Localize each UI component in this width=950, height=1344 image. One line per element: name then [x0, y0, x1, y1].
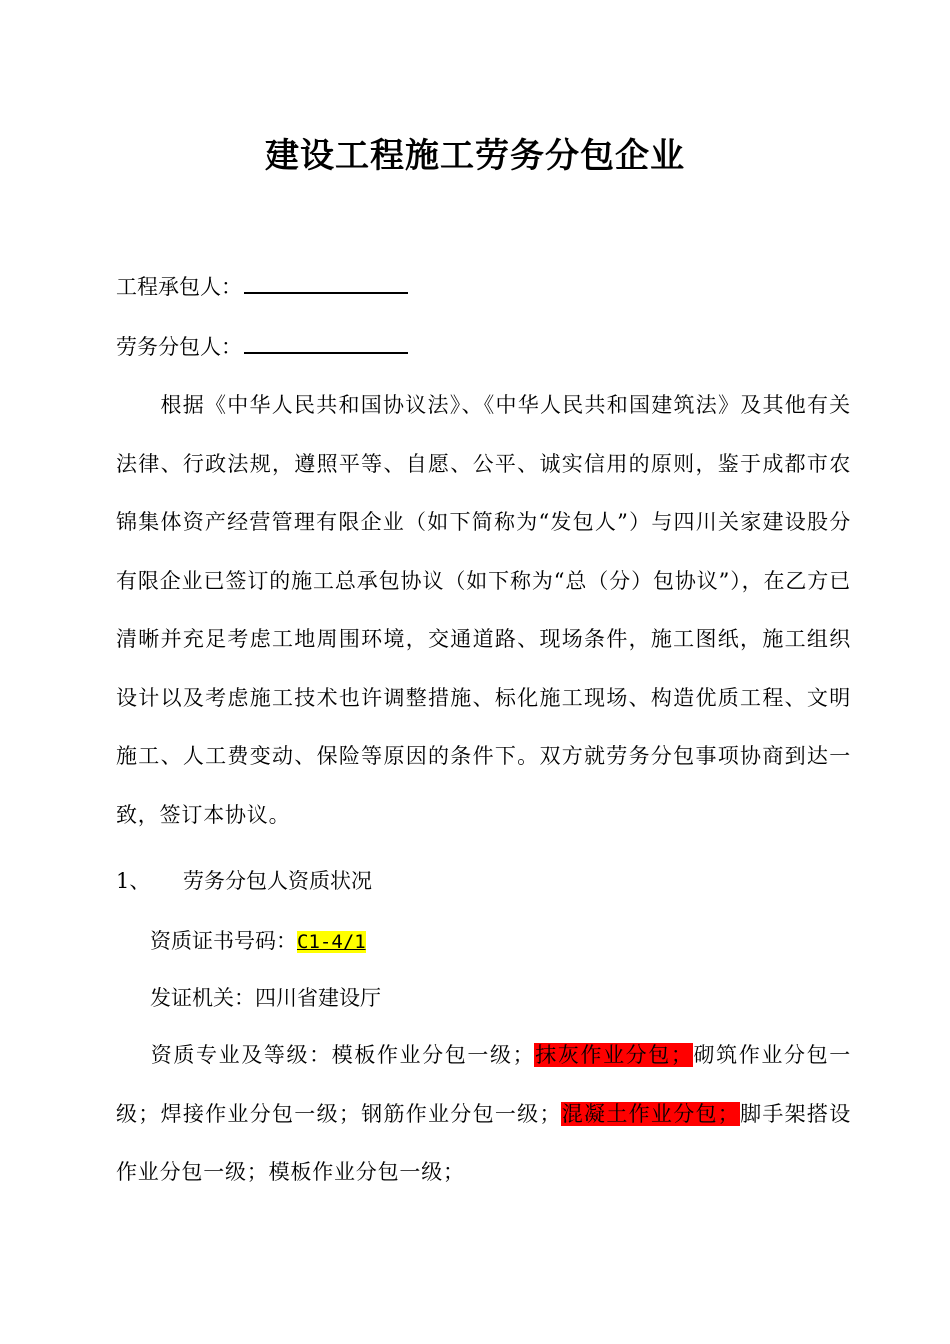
intro-text: 根据《中华人民共和国协议法》、《中华人民共和国建筑法》及其他有关法律、行政法规，遵照平等、自愿、公平、诚实信用的原则，鉴于成都市农锦集体资产经营管理有限企业（如下简称为“发包人”）与四川关家建设股分有限企业已签订的施工总承包协议（如下称为“总（分）包协议”），在乙方已清晰并充足考虑工地周围环境，交通道路、现场条件，施工图纸，施工组织设计以及考虑施工技术也许调整措施、标化施工现场、构造优质工程、文明施工、人工费变动、保险等原因的条件下。双方就劳务分包事项协商到达一致，签订本协议。 — [116, 393, 851, 827]
cert-number: C1-4/1 — [297, 931, 366, 953]
intro-paragraph — [116, 376, 851, 844]
contractor-line — [116, 272, 408, 302]
section-title: 劳务分包人资质状况 — [183, 869, 372, 893]
issuer-line — [150, 983, 381, 1013]
subcontractor-line — [116, 332, 408, 362]
cert-line — [150, 926, 366, 957]
grade-part3: 脚手架搭设作业分包一级；模板作业分包一级； — [116, 1101, 852, 1184]
grade-part2: 砌筑作业分包一级；焊接作业分包一级；钢筋作业分包一级； — [116, 1043, 852, 1126]
document-title: 建设工程施工劳务分包企业 — [265, 136, 685, 176]
grade-part1: 模板作业分包一级； — [331, 1043, 535, 1067]
grade-highlight-plaster: 抹灰作业分包； — [534, 1043, 693, 1067]
issuer-label: 发证机关： — [150, 986, 255, 1010]
subcontractor-blank — [244, 332, 408, 354]
cert-label: 资质证书号码： — [150, 929, 297, 953]
grade-paragraph — [116, 1026, 851, 1202]
grade-label: 资质专业及等级： — [150, 1043, 332, 1067]
issuer-value: 四川省建设厅 — [255, 986, 381, 1010]
contractor-label: 工程承包人： — [116, 275, 242, 299]
section-number: 1、 — [116, 869, 151, 893]
contractor-blank — [244, 272, 408, 294]
subcontractor-label: 劳务分包人： — [116, 335, 242, 359]
section-1-heading — [116, 866, 372, 896]
grade-highlight-concrete: 混凝土作业分包； — [561, 1101, 740, 1126]
